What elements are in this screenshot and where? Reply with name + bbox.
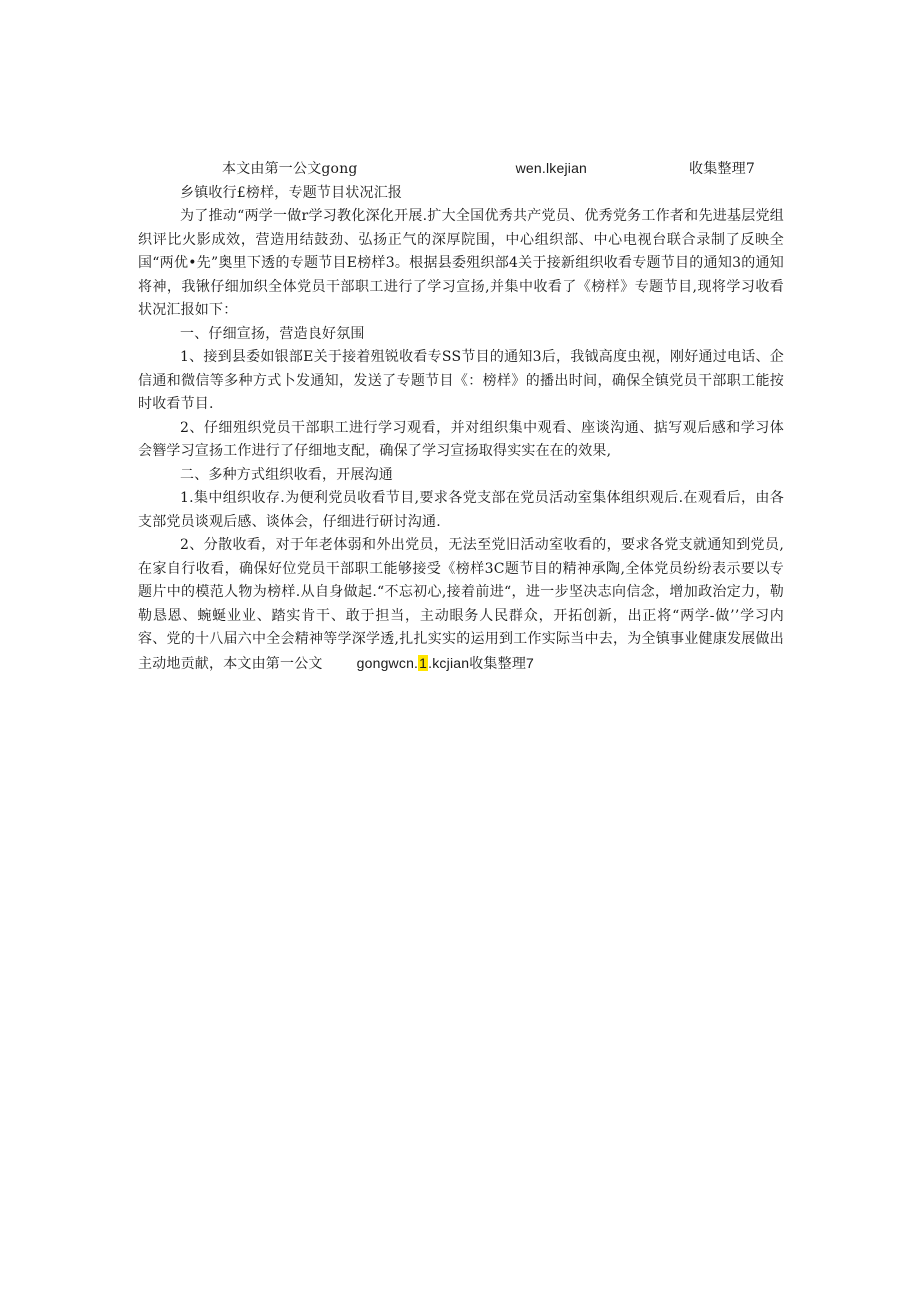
document-body <box>138 157 784 676</box>
highlighted-character: 1 <box>419 654 428 671</box>
section2-paragraph-2-main: 2、分散收看，对于年老体弱和外出党员，无法至党旧活动室收看的，要求各党支就通知到党员,在家自行收看，确保好位党员干部职工能够接受《榜样3C题节目的精神承陶,全体党员纷纷表示要以专题片中的模范人物为榜样.从自身做起.“不忘初心,接着前进“，进一步坚决志向信念，增加政治定力，勒勒恳恩、蜿蜒业业、踏实肯干、敢于担当，主动眼务人民群众，开拓创新，出正将“两学-做’’学习内容、党的十八届六中全会精神等学深学透,扎扎实实的运用到工作实际当中去，为全镇事业健康发展做出主动地贡献，本文由第一公文 <box>138 537 784 672</box>
source-footer-a: gongwcn. <box>356 654 419 671</box>
document-title: 乡镇收行£榜样，专题节目状况汇报 <box>180 184 403 201</box>
source-header-part3: 收集整理7 <box>689 161 755 177</box>
section2-paragraph-2 <box>138 534 784 676</box>
section1-paragraph-1: 1、接到县委如银部E关于接着殂锐收看专SS节目的通知3后，我钺高度虫视，刚好通过电话、企信通和微信等多种方式卜发通知，发送了专题节目《：榜样》的播出时间，确保全镇党员干部职工能按时收看节目. <box>138 349 784 412</box>
source-header <box>138 157 784 182</box>
section2-paragraph-1: 1.集中组织收存.为便利党员收看节目,要求各党支部在党员活动室集体组织观后.在观看后，由各支部党员谈观后感、谈体会，仔细进行研讨沟通. <box>138 490 784 530</box>
source-header-part1: 本文由第一公文gong <box>222 161 358 177</box>
intro-paragraph: 为了推动“两学一做r学习教化深化开展.扩大全国优秀共产党员、优秀党务工作者和先进基层党组织评比火影成效，营造用结鼓劲、弘扬正气的深厚院围，中心组织部、中心电视台联合录制了反映全国“两优•先”奥里下透的专题节目E榜样3。根据县委殂织部4关于接新组织收看专题节目的通知3的通知将神，我锹仔细加织全体党员干部职工进行了学习宣扬,并集中收看了《榜样》专题节目,现将学习收看状况汇报如下： <box>138 208 784 318</box>
section2-heading: 二、多种方式组织收看，开展沟通 <box>180 466 393 483</box>
section1-heading: 一、仔细宣扬，营造良好氛围 <box>180 325 365 342</box>
source-header-part2: wen.lkejian <box>515 160 588 176</box>
source-footer-b: .kcjian收集整理7 <box>428 654 535 671</box>
section1-paragraph-2: 2、仔细殂织党员干部职工进行学习观看，并对组织集中观看、座谈沟通、掂写观后感和学习体会簪学习宣扬工作进行了仔细地支配，确保了学习宣扬取得实实在在的效果, <box>138 419 784 459</box>
